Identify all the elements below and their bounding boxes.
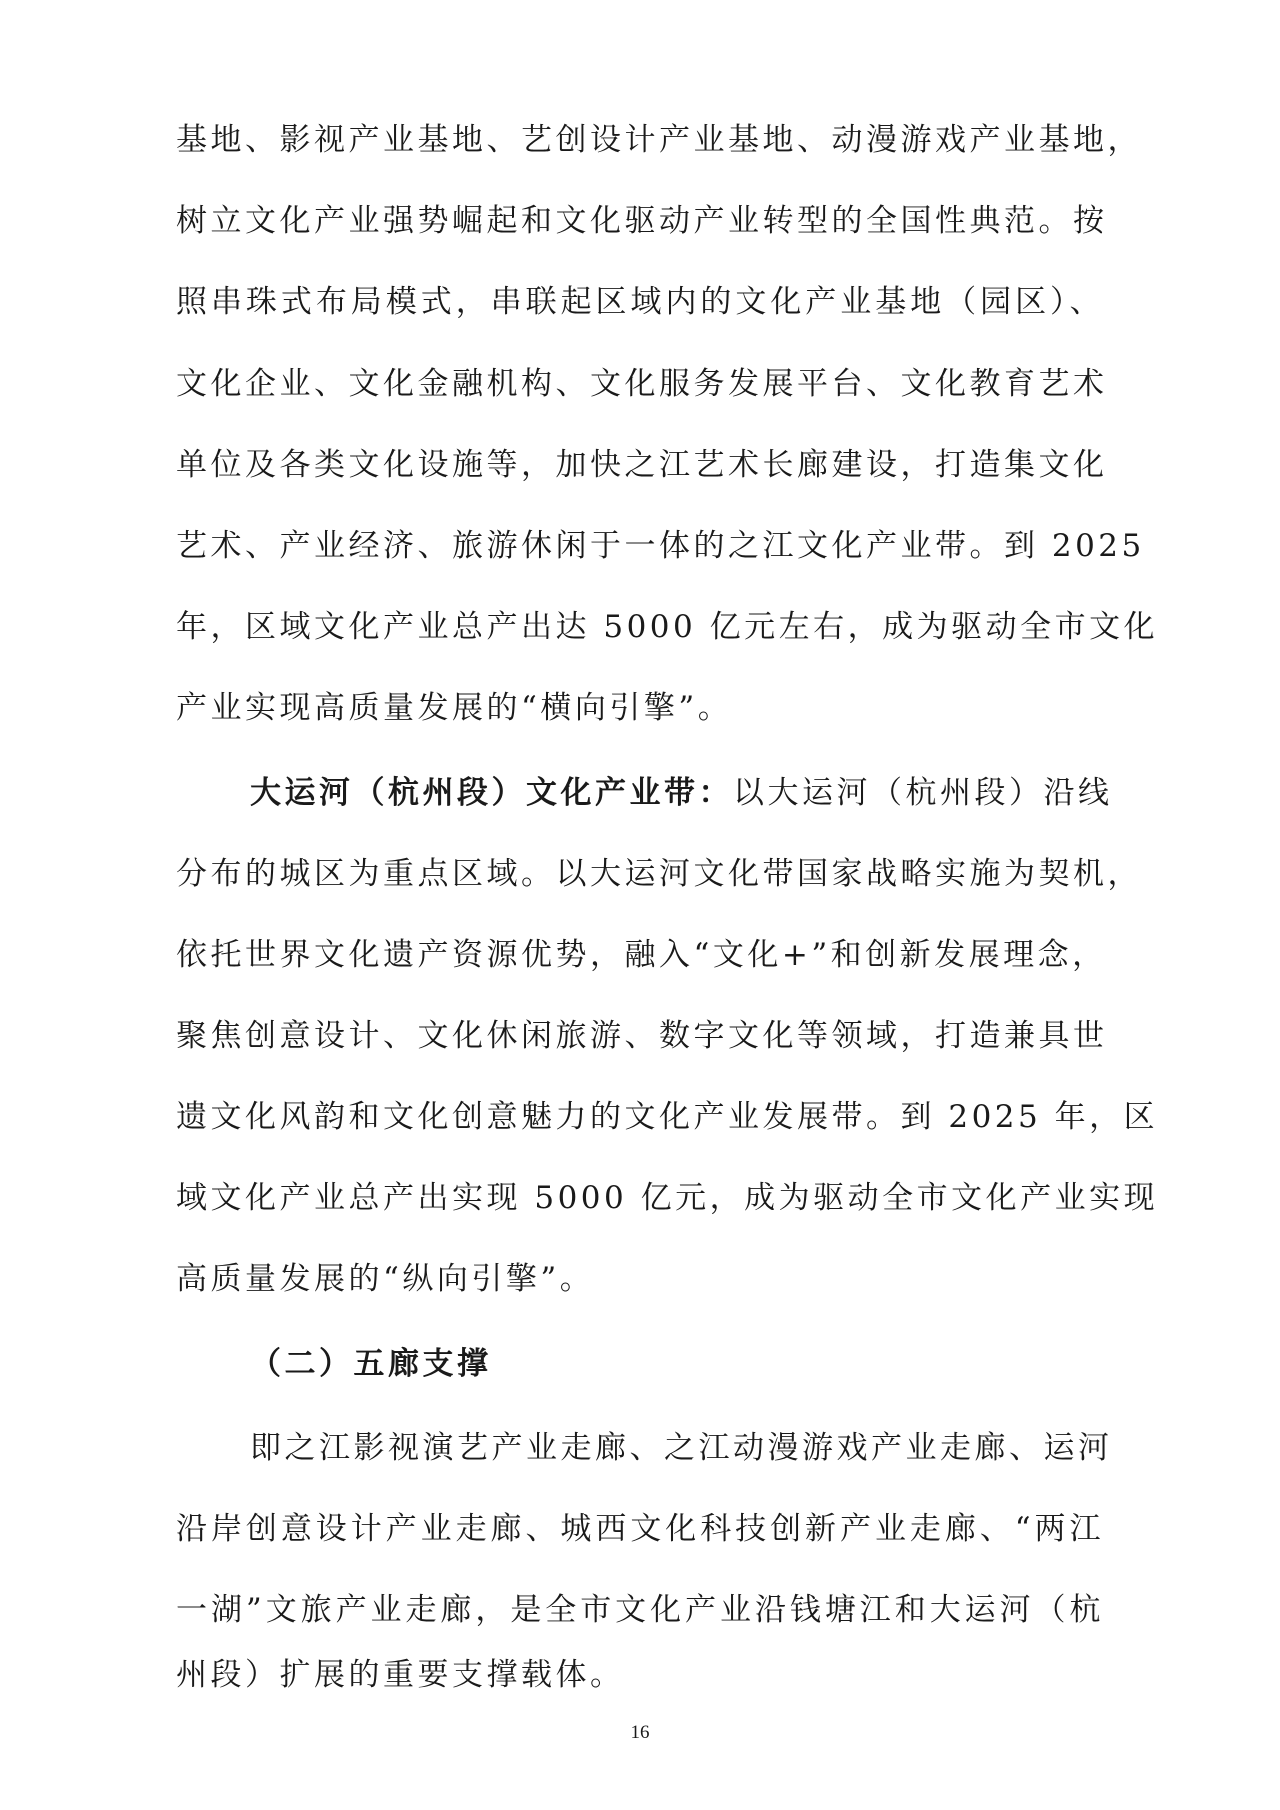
paragraph-line: 沿岸创意设计产业走廊、城西文化科技创新产业走廊、“两江 (176, 1511, 1104, 1547)
paragraph-line: 聚焦创意设计、文化休闲旅游、数字文化等领域，打造兼具世 (176, 1018, 1108, 1054)
paragraph-line: 树立文化产业强势崛起和文化驱动产业转型的全国性典范。按 (176, 203, 1108, 239)
paragraph-line: 一湖”文旅产业走廊，是全市文化产业沿钱塘江和大运河（杭 (176, 1592, 1104, 1628)
paragraph-line: 州段）扩展的重要支撑载体。 (176, 1657, 625, 1693)
paragraph-line: 产业实现高质量发展的“横向引擎”。 (176, 690, 733, 726)
paragraph-line: 分布的城区为重点区域。以大运河文化带国家战略实施为契机， (176, 856, 1142, 892)
section-heading: （二）五廊支撑 (250, 1346, 492, 1382)
paragraph-heading: 大运河（杭州段）文化产业带： (250, 775, 733, 811)
paragraph-first-line: 即之江影视演艺产业走廊、之江动漫游戏产业走廊、运河 (250, 1430, 1113, 1466)
paragraph-line: 遗文化风韵和文化创意魅力的文化产业发展带。到 2025 年，区 (176, 1099, 1159, 1135)
page-number: 16 (630, 1722, 650, 1743)
paragraph-line: 文化企业、文化金融机构、文化服务发展平台、文化教育艺术 (176, 366, 1108, 402)
paragraph-line: 单位及各类文化设施等，加快之江艺术长廊建设，打造集文化 (176, 447, 1108, 483)
paragraph-line: 年，区域文化产业总产出达 5000 亿元左右，成为驱动全市文化 (176, 609, 1159, 645)
paragraph-line: 照串珠式布局模式，串联起区域内的文化产业基地（园区）、 (176, 284, 1104, 320)
paragraph-line: 基地、影视产业基地、艺创设计产业基地、动漫游戏产业基地， (176, 122, 1142, 158)
paragraph-text: 以大运河（杭州段）沿线 (733, 775, 1113, 811)
paragraph-first-line (250, 773, 1113, 813)
paragraph-line: 艺术、产业经济、旅游休闲于一体的之江文化产业带。到 2025 (176, 528, 1145, 564)
paragraph-line: 依托世界文化遗产资源优势，融入“文化+”和创新发展理念， (176, 937, 1107, 973)
paragraph-line: 域文化产业总产出实现 5000 亿元，成为驱动全市文化产业实现 (176, 1180, 1159, 1216)
paragraph-line: 高质量发展的“纵向引擎”。 (176, 1261, 595, 1297)
